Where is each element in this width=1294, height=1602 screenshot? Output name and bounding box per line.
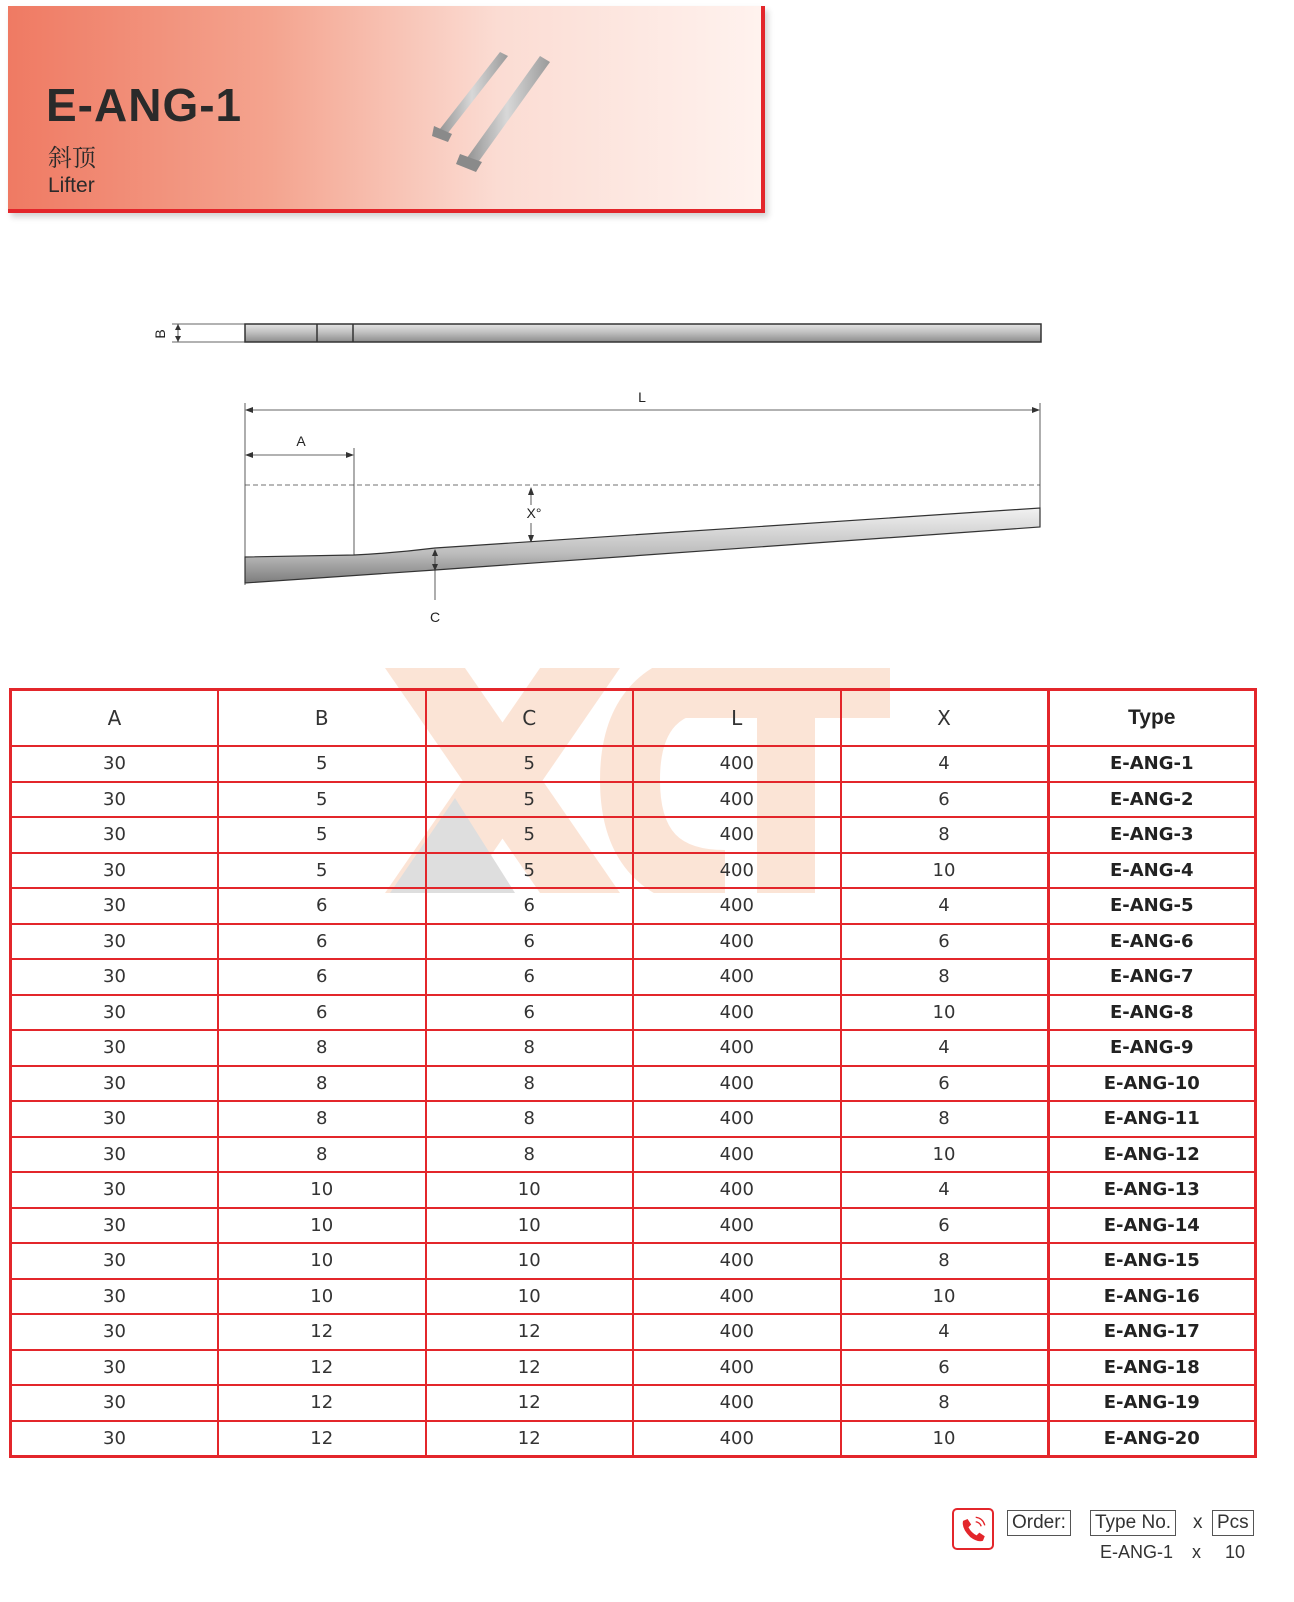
cell-x: 8 [841, 1385, 1049, 1421]
table-header-row [11, 690, 1256, 747]
cell-type: E-ANG-12 [1048, 1137, 1256, 1173]
cell-type: E-ANG-10 [1048, 1066, 1256, 1102]
table-row [11, 1101, 1256, 1137]
cell-x: 8 [841, 1243, 1049, 1279]
cell-l: 400 [633, 924, 841, 960]
cell-x: 4 [841, 1030, 1049, 1066]
cell-b: 10 [218, 1172, 426, 1208]
cell-x: 8 [841, 817, 1049, 853]
cell-x: 6 [841, 924, 1049, 960]
cell-c: 5 [426, 817, 634, 853]
cell-a: 30 [11, 1421, 219, 1457]
cell-b: 10 [218, 1208, 426, 1244]
cell-type: E-ANG-14 [1048, 1208, 1256, 1244]
pcs-label: Pcs [1212, 1510, 1254, 1536]
cell-a: 30 [11, 1172, 219, 1208]
technical-drawing [0, 300, 1294, 640]
cell-b: 12 [218, 1350, 426, 1386]
cell-c: 10 [426, 1208, 634, 1244]
cell-type: E-ANG-7 [1048, 959, 1256, 995]
table-row [11, 1208, 1256, 1244]
cell-a: 30 [11, 1101, 219, 1137]
cell-x: 4 [841, 1172, 1049, 1208]
cell-x: 6 [841, 1350, 1049, 1386]
cell-a: 30 [11, 853, 219, 889]
cell-l: 400 [633, 1350, 841, 1386]
col-header-x: X [841, 690, 1049, 747]
table-row [11, 888, 1256, 924]
cell-c: 8 [426, 1101, 634, 1137]
product-name-en: Lifter [48, 174, 95, 197]
table-row [11, 782, 1256, 818]
times-sign: x [1193, 1512, 1203, 1533]
cell-b: 10 [218, 1243, 426, 1279]
cell-type: E-ANG-5 [1048, 888, 1256, 924]
cell-l: 400 [633, 1243, 841, 1279]
cell-l: 400 [633, 1208, 841, 1244]
table-row [11, 817, 1256, 853]
col-header-b: B [218, 690, 426, 747]
cell-b: 10 [218, 1279, 426, 1315]
cell-a: 30 [11, 959, 219, 995]
label-c: C [429, 609, 441, 625]
cell-b: 8 [218, 1030, 426, 1066]
cell-l: 400 [633, 1314, 841, 1350]
table-row [11, 924, 1256, 960]
col-header-c: C [426, 690, 634, 747]
table-body [11, 746, 1256, 1457]
cell-a: 30 [11, 1243, 219, 1279]
type-no-label: Type No. [1090, 1510, 1176, 1536]
cell-a: 30 [11, 924, 219, 960]
cell-c: 12 [426, 1350, 634, 1386]
cell-a: 30 [11, 782, 219, 818]
cell-x: 10 [841, 1279, 1049, 1315]
cell-type: E-ANG-19 [1048, 1385, 1256, 1421]
cell-b: 6 [218, 995, 426, 1031]
cell-a: 30 [11, 1030, 219, 1066]
cell-l: 400 [633, 1279, 841, 1315]
cell-b: 6 [218, 924, 426, 960]
cell-type: E-ANG-13 [1048, 1172, 1256, 1208]
table-row [11, 1421, 1256, 1457]
top-view [152, 324, 1041, 342]
order-info [952, 1508, 1262, 1578]
phone-icon [952, 1508, 994, 1550]
table-row [11, 1243, 1256, 1279]
col-header-type: Type [1048, 690, 1256, 747]
cell-x: 10 [841, 995, 1049, 1031]
order-label: Order: [1007, 1510, 1071, 1536]
table-row [11, 746, 1256, 782]
cell-type: E-ANG-6 [1048, 924, 1256, 960]
cell-l: 400 [633, 1172, 841, 1208]
cell-x: 6 [841, 782, 1049, 818]
product-name-cn: 斜顶 [48, 145, 96, 172]
cell-c: 10 [426, 1279, 634, 1315]
cell-a: 30 [11, 1279, 219, 1315]
cell-a: 30 [11, 1208, 219, 1244]
cell-c: 6 [426, 888, 634, 924]
cell-x: 4 [841, 888, 1049, 924]
cell-a: 30 [11, 1066, 219, 1102]
table-row [11, 1066, 1256, 1102]
cell-c: 12 [426, 1385, 634, 1421]
cell-b: 5 [218, 817, 426, 853]
cell-b: 8 [218, 1137, 426, 1173]
cell-c: 8 [426, 1137, 634, 1173]
cell-l: 400 [633, 1137, 841, 1173]
lifter-product-icon [428, 46, 568, 176]
cell-b: 12 [218, 1421, 426, 1457]
header-banner [8, 6, 765, 213]
cell-x: 10 [841, 1421, 1049, 1457]
cell-type: E-ANG-8 [1048, 995, 1256, 1031]
cell-c: 10 [426, 1172, 634, 1208]
table-row [11, 1385, 1256, 1421]
spec-table [9, 688, 1257, 1458]
cell-x: 8 [841, 1101, 1049, 1137]
label-l: L [638, 389, 646, 405]
cell-type: E-ANG-4 [1048, 853, 1256, 889]
cell-x: 4 [841, 1314, 1049, 1350]
cell-l: 400 [633, 1385, 841, 1421]
cell-l: 400 [633, 853, 841, 889]
cell-c: 12 [426, 1314, 634, 1350]
table-row [11, 995, 1256, 1031]
cell-a: 30 [11, 888, 219, 924]
cell-a: 30 [11, 1350, 219, 1386]
label-a: A [296, 433, 306, 449]
example-qty: 10 [1225, 1542, 1246, 1562]
cell-type: E-ANG-16 [1048, 1279, 1256, 1315]
cell-x: 10 [841, 1137, 1049, 1173]
table-row [11, 1279, 1256, 1315]
cell-l: 400 [633, 1421, 841, 1457]
lifter-side-profile [245, 508, 1040, 583]
col-header-a: A [11, 690, 219, 747]
cell-type: E-ANG-1 [1048, 746, 1256, 782]
cell-type: E-ANG-2 [1048, 782, 1256, 818]
cell-l: 400 [633, 995, 841, 1031]
table-row [11, 1172, 1256, 1208]
cell-l: 400 [633, 817, 841, 853]
cell-c: 8 [426, 1030, 634, 1066]
cell-a: 30 [11, 817, 219, 853]
cell-b: 8 [218, 1101, 426, 1137]
cell-b: 12 [218, 1385, 426, 1421]
table-row [11, 1314, 1256, 1350]
cell-c: 10 [426, 1243, 634, 1279]
cell-type: E-ANG-9 [1048, 1030, 1256, 1066]
cell-c: 12 [426, 1421, 634, 1457]
cell-a: 30 [11, 1314, 219, 1350]
cell-b: 8 [218, 1066, 426, 1102]
cell-a: 30 [11, 1385, 219, 1421]
cell-l: 400 [633, 782, 841, 818]
label-x: X° [526, 505, 542, 521]
cell-c: 5 [426, 746, 634, 782]
label-b: B [152, 329, 168, 339]
table-row [11, 959, 1256, 995]
cell-b: 5 [218, 782, 426, 818]
cell-l: 400 [633, 888, 841, 924]
example-times: x [1192, 1542, 1201, 1562]
table-row [11, 1137, 1256, 1173]
table-row [11, 853, 1256, 889]
cell-b: 6 [218, 959, 426, 995]
cell-c: 6 [426, 995, 634, 1031]
cell-b: 5 [218, 746, 426, 782]
cell-type: E-ANG-18 [1048, 1350, 1256, 1386]
cell-x: 4 [841, 746, 1049, 782]
cell-x: 8 [841, 959, 1049, 995]
cell-c: 6 [426, 959, 634, 995]
product-code: E-ANG-1 [46, 79, 243, 131]
cell-l: 400 [633, 1066, 841, 1102]
cell-a: 30 [11, 995, 219, 1031]
cell-c: 5 [426, 782, 634, 818]
dimension-x [524, 487, 541, 543]
cell-b: 6 [218, 888, 426, 924]
table-row [11, 1030, 1256, 1066]
cell-l: 400 [633, 959, 841, 995]
example-type: E-ANG-1 [1100, 1542, 1174, 1562]
cell-type: E-ANG-15 [1048, 1243, 1256, 1279]
cell-b: 12 [218, 1314, 426, 1350]
cell-l: 400 [633, 1030, 841, 1066]
cell-x: 6 [841, 1208, 1049, 1244]
cell-type: E-ANG-11 [1048, 1101, 1256, 1137]
cell-l: 400 [633, 746, 841, 782]
cell-a: 30 [11, 746, 219, 782]
dimension-a [245, 433, 354, 576]
cell-x: 10 [841, 853, 1049, 889]
cell-x: 6 [841, 1066, 1049, 1102]
cell-c: 6 [426, 924, 634, 960]
cell-type: E-ANG-3 [1048, 817, 1256, 853]
cell-c: 8 [426, 1066, 634, 1102]
cell-l: 400 [633, 1101, 841, 1137]
cell-type: E-ANG-20 [1048, 1421, 1256, 1457]
col-header-l: L [633, 690, 841, 747]
cell-type: E-ANG-17 [1048, 1314, 1256, 1350]
cell-c: 5 [426, 853, 634, 889]
cell-b: 5 [218, 853, 426, 889]
cell-a: 30 [11, 1137, 219, 1173]
table-row [11, 1350, 1256, 1386]
